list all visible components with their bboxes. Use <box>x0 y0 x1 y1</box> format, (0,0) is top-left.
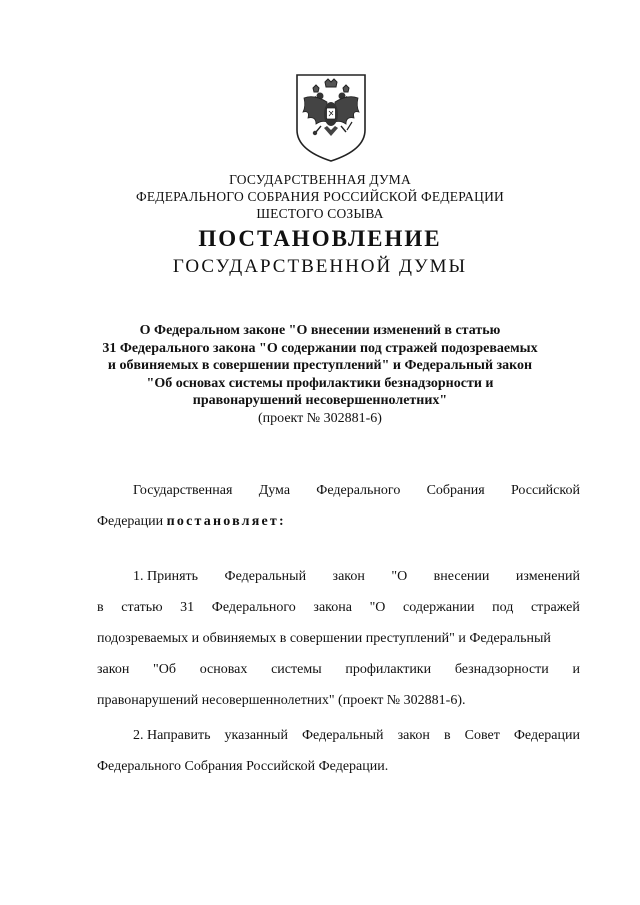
preamble <box>97 482 580 531</box>
word: закона <box>313 600 352 615</box>
word: основах <box>199 662 248 677</box>
word: Федеральный <box>301 728 384 743</box>
word: Федеральный <box>224 569 307 584</box>
word: в <box>97 600 104 615</box>
word: указанный <box>224 728 288 743</box>
header-line-duma: ГОСУДАРСТВЕННАЯ ДУМА <box>229 172 411 187</box>
word: Дума <box>258 483 291 498</box>
coat-of-arms-emblem <box>294 72 368 164</box>
document-subtitle: ГОСУДАРСТВЕННОЙ ДУМЫ <box>172 256 468 277</box>
word: в <box>443 728 451 743</box>
word: внесении <box>433 569 490 584</box>
clause-2-line-2: Федерального Собрания Российской Федерации. <box>97 759 389 774</box>
word: системы <box>271 662 322 677</box>
word: Государственная <box>133 483 233 498</box>
word: "О <box>391 569 408 584</box>
word: стражей <box>530 600 580 615</box>
word: содержании <box>403 600 475 615</box>
word: Федерального <box>211 600 296 615</box>
clause-1-line-5: правонарушений несовершеннолетних" (проект № 302881-6). <box>97 693 466 708</box>
clause-2-line-1 <box>97 727 580 745</box>
word: статью <box>121 600 163 615</box>
word: Собрания <box>426 483 485 498</box>
word: 2. Направить <box>133 728 211 743</box>
preamble-line-2 <box>97 513 580 531</box>
word: под <box>492 600 514 615</box>
resolution-subject <box>0 322 640 428</box>
word: закон <box>97 662 130 677</box>
word: закон <box>332 569 365 584</box>
subject-line: 31 Федерального закона "О содержании под стражей подозреваемых <box>102 340 538 356</box>
word: безнадзорности <box>454 662 549 677</box>
clause-1 <box>97 568 580 710</box>
subject-line: "Об основах системы профилактики безнадзорности и <box>146 375 494 391</box>
word: Федерации <box>513 728 580 743</box>
header-line-convocation: ШЕСТОГО СОЗЫВА <box>256 206 384 221</box>
word: изменений <box>515 569 580 584</box>
word: Федерального <box>316 483 401 498</box>
header-line-federal-assembly: ФЕДЕРАЛЬНОГО СОБРАНИЯ РОССИЙСКОЙ ФЕДЕРАЦИИ <box>136 189 504 204</box>
clause-2 <box>97 727 580 776</box>
preamble-line-1 <box>97 482 580 500</box>
subject-line: и обвиняемых в совершении преступлений" и Федеральный закон <box>107 358 533 374</box>
clause-1-line-1 <box>97 568 580 586</box>
word: Совет <box>464 728 500 743</box>
word: "О <box>369 600 386 615</box>
word: закон <box>397 728 430 743</box>
organization-header <box>0 171 640 222</box>
clause-1-line-4 <box>97 661 580 679</box>
word: 1. Принять <box>133 569 199 584</box>
preamble-federation-text: Федерации <box>97 514 167 529</box>
resolves-text: постановляет: <box>166 514 286 529</box>
clause-1-line-2 <box>97 599 580 617</box>
word: профилактики <box>345 662 432 677</box>
project-number: (проект № 302881-6) <box>258 410 382 426</box>
document-title: ПОСТАНОВЛЕНИЕ <box>198 226 442 251</box>
word: "Об <box>153 662 176 677</box>
subject-line: О Федеральном законе "О внесении изменений в статью <box>139 323 501 338</box>
word: 31 <box>180 600 195 615</box>
clause-1-line-3: подозреваемых и обвиняемых в совершении преступлений" и Федеральный <box>97 631 551 646</box>
word: Российской <box>510 483 580 498</box>
subject-line: правонарушений несовершеннолетних" <box>192 393 448 409</box>
word: и <box>572 662 580 677</box>
